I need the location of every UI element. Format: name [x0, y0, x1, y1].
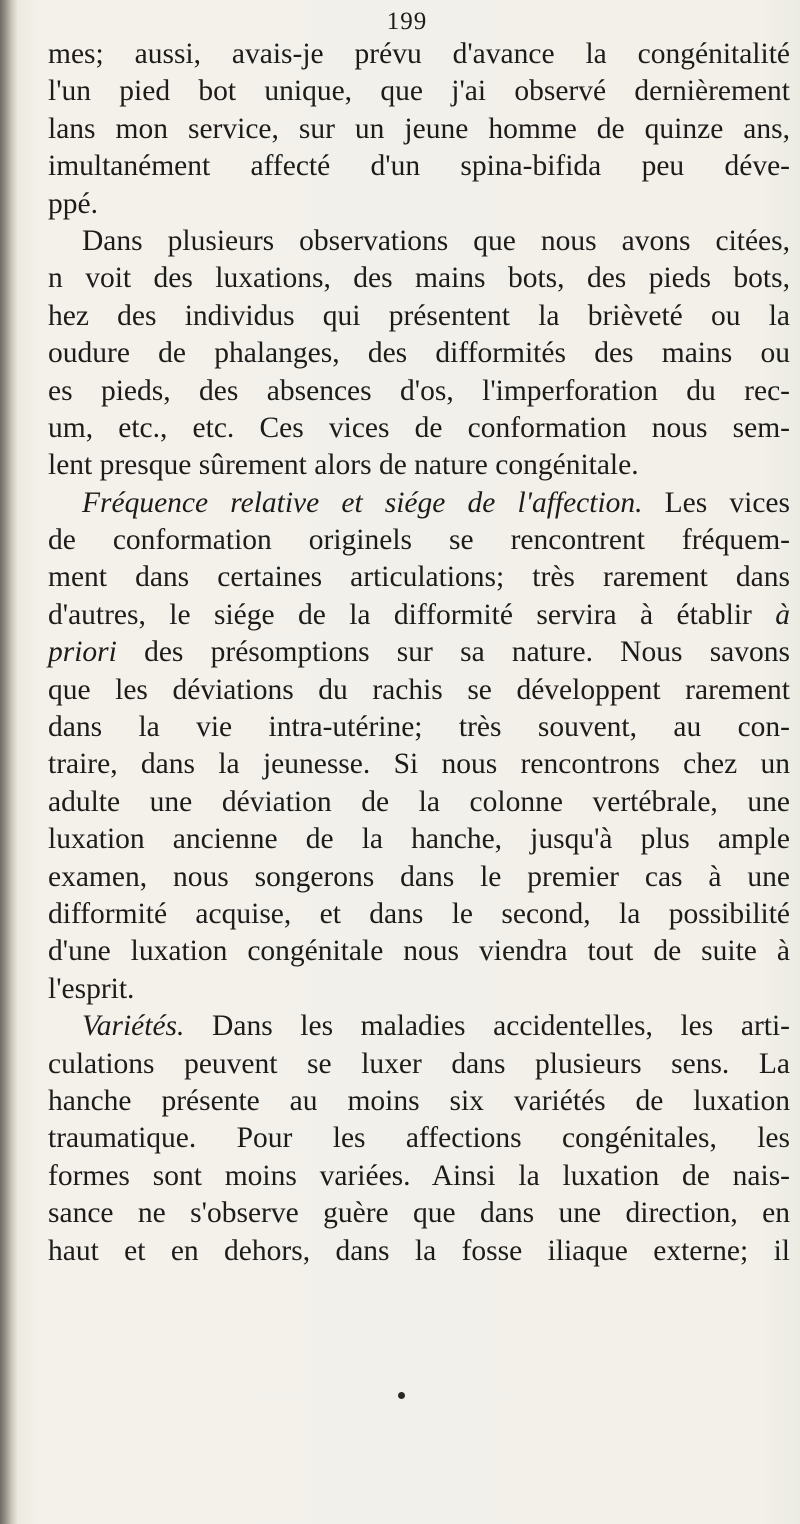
- section-heading-frequence: Fréquence relative et siége de l'affection.: [82, 486, 643, 519]
- paragraph-start-line: Dans plusieurs observations que nous avons citées,: [82, 224, 790, 257]
- text-line: que les déviations du rachis se développent rarement: [48, 673, 790, 706]
- text-line: difformité acquise, et dans le second, la possibilité: [48, 897, 790, 930]
- ink-blot: [398, 1392, 405, 1399]
- text-line: sance ne s'observe guère que dans une direction, en: [48, 1197, 790, 1230]
- text-line: hanche présente au moins six variétés de luxation: [48, 1084, 790, 1117]
- text-line: d'une luxation congénitale nous viendra tout de suite à: [48, 935, 790, 968]
- text-line: lans mon service, sur un jeune homme de quinze ans,: [48, 112, 790, 145]
- text-line: es pieds, des absences d'os, l'imperforation du rec-: [48, 374, 790, 407]
- text-fragment: Dans les maladies accidentelles, les arti-: [184, 1010, 790, 1043]
- text-fragment: des présomptions sur sa nature. Nous savons: [116, 636, 790, 669]
- text-line: de conformation originels se rencontrent fréquem-: [48, 524, 790, 557]
- text-line: n voit des luxations, des mains bots, des pieds bots,: [48, 262, 790, 295]
- text-line: examen, nous songerons dans le premier cas à une: [48, 860, 790, 893]
- text-line: adulte une déviation de la colonne vertébrale, une: [48, 785, 790, 818]
- section-heading-line: [48, 1008, 790, 1045]
- text-line: l'un pied bot unique, que j'ai observé dernièrement: [48, 75, 790, 108]
- text-line: haut et en dehors, dans la fosse iliaque externe; il: [48, 1234, 790, 1267]
- text-line: culations peuvent se luxer dans plusieurs sens. La: [48, 1047, 790, 1080]
- text-line: traire, dans la jeunesse. Si nous rencontrons chez un: [48, 748, 790, 781]
- page-number: 199: [386, 8, 428, 35]
- text-line: oudure de phalanges, des difformités des mains ou: [48, 337, 790, 370]
- text-line: hez des individus qui présentent la brièveté ou la: [48, 299, 790, 332]
- text-line: [48, 597, 790, 634]
- italic-fragment: priori: [48, 636, 117, 669]
- text-line: ppé.: [48, 187, 98, 220]
- text-line: traumatique. Pour les affections congénitales, les: [48, 1122, 790, 1155]
- text-fragment: Les vices: [642, 486, 790, 519]
- text-line: dans la vie intra-utérine; très souvent, au con-: [48, 711, 790, 744]
- binding-edge: [0, 0, 18, 1524]
- text-line: um, etc., etc. Ces vices de conformation nous sem-: [48, 411, 790, 444]
- text-line: luxation ancienne de la hanche, jusqu'à plus ample: [48, 823, 790, 856]
- section-heading-varietes: Variétés.: [82, 1010, 185, 1043]
- text-line: l'esprit.: [48, 972, 135, 1005]
- text-line: ment dans certaines articulations; très rarement dans: [48, 561, 790, 594]
- text-line: formes sont moins variées. Ainsi la luxation de nais-: [48, 1159, 790, 1192]
- text-line: imultanément affecté d'un spina-bifida peu déve-: [48, 150, 790, 183]
- text-line: mes; aussi, avais-je prévu d'avance la congénitalité: [48, 38, 790, 70]
- text-line: lent presque sûrement alors de nature congénitale.: [48, 449, 639, 482]
- body-text: [48, 36, 790, 1270]
- text-fragment: d'autres, le siége de la difformité servira à établir: [48, 598, 776, 631]
- text-line: [48, 634, 790, 671]
- section-heading-line: [48, 485, 790, 522]
- italic-fragment: à: [775, 598, 790, 631]
